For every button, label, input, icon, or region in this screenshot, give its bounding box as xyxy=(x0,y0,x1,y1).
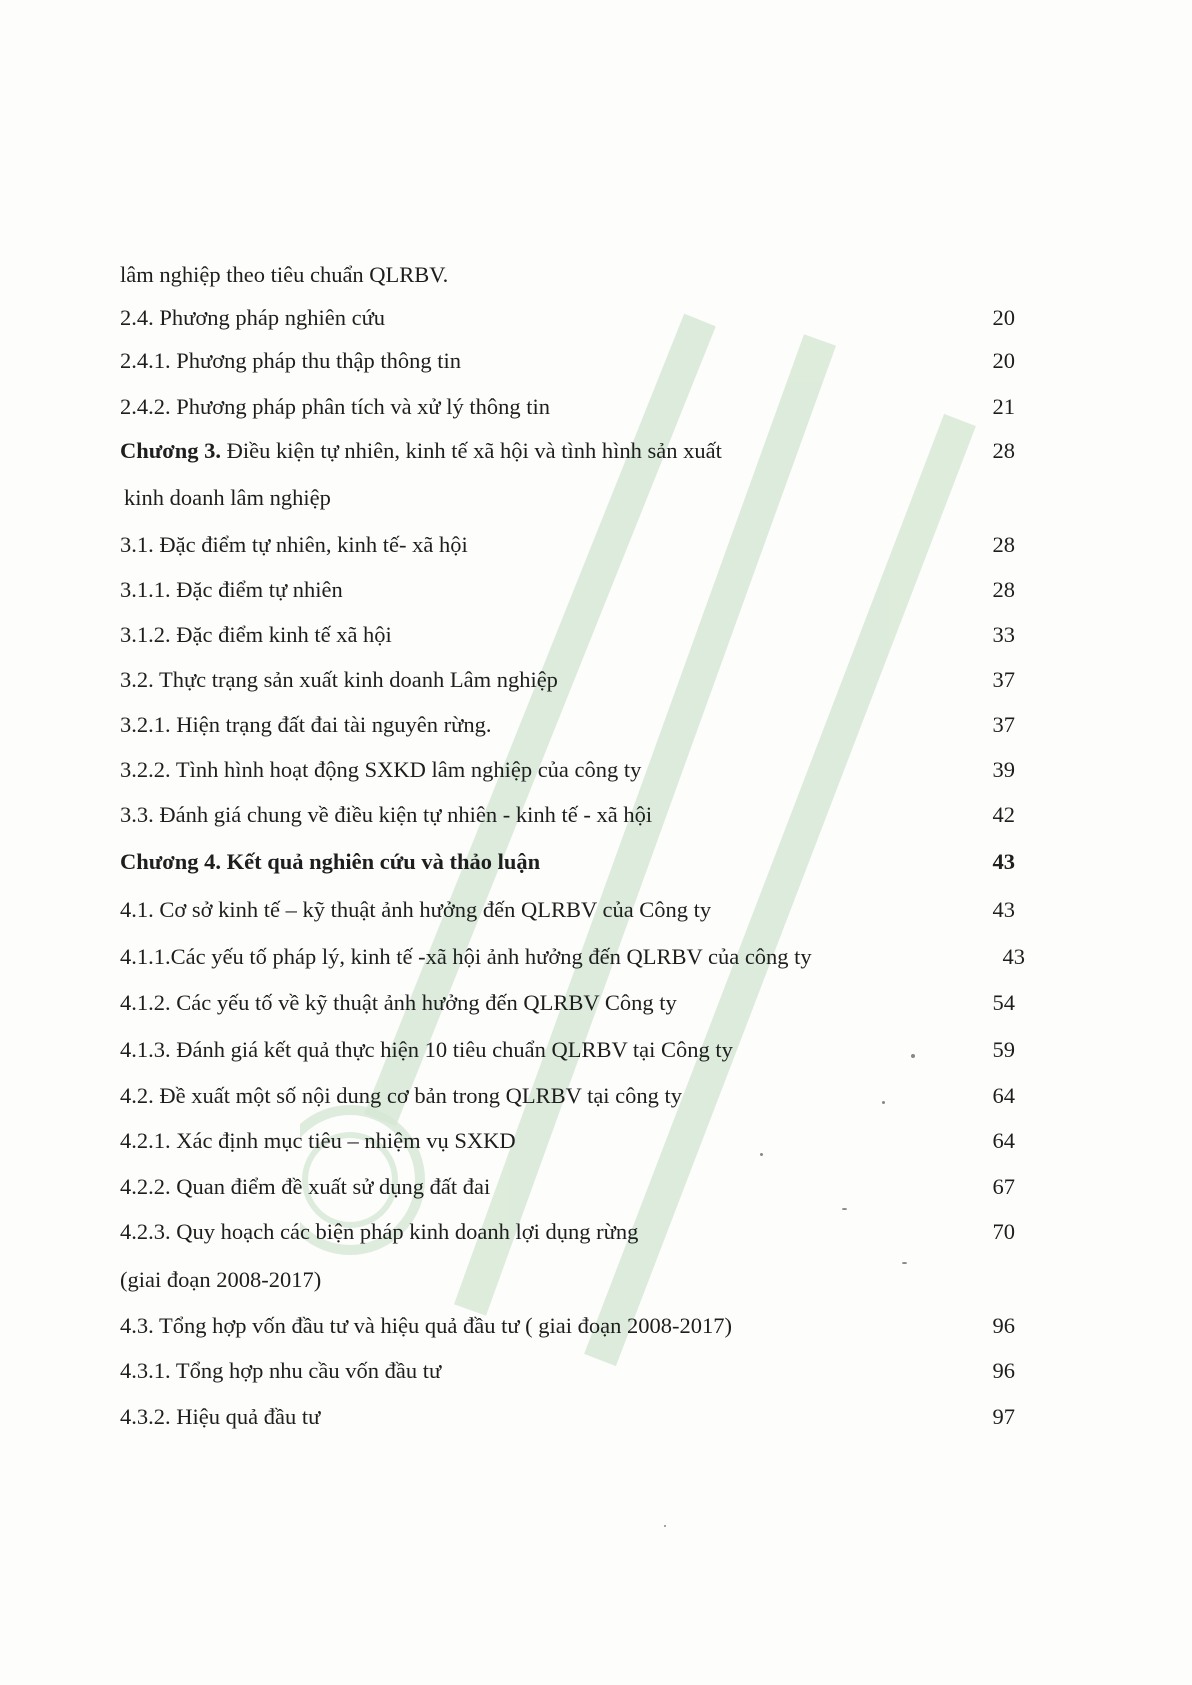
toc-entry-page: 28 xyxy=(992,532,1015,557)
scan-speck xyxy=(902,1262,907,1264)
toc-entry-title: 4.1. Cơ sở kinh tế – kỹ thuật ảnh hưởng đến QLRBV của Công ty xyxy=(120,897,712,922)
chapter-title: Điều kiện tự nhiên, kinh tế xã hội và tình hình sản xuất xyxy=(221,438,722,463)
scan-speck xyxy=(882,1101,885,1104)
toc-entry xyxy=(120,1167,1015,1207)
toc-entry-page: 96 xyxy=(992,1313,1015,1338)
toc-entry-title: 3.2.2. Tình hình hoạt động SXKD lâm nghiệp của công ty xyxy=(120,757,642,782)
toc-entry xyxy=(120,1076,1015,1116)
toc-entry-title: 2.4. Phương pháp nghiên cứu xyxy=(120,305,386,330)
toc-entry xyxy=(120,890,1015,930)
toc-entry-page: 28 xyxy=(992,577,1015,602)
toc-entry xyxy=(120,298,1015,338)
toc-entry-page: 43 xyxy=(992,849,1015,874)
toc-entry-title: Chương 4. Kết quả nghiên cứu và thảo luận xyxy=(120,849,541,874)
toc-entry-page: 37 xyxy=(992,667,1015,692)
toc-entry xyxy=(120,750,1015,790)
toc-entry-page: 96 xyxy=(992,1358,1015,1383)
toc-entry-title: 2.4.1. Phương pháp thu thập thông tin xyxy=(120,348,461,373)
toc-entry xyxy=(120,525,1015,565)
toc-entry-title: 4.2.1. Xác định mục tiêu – nhiệm vụ SXKD xyxy=(120,1128,516,1153)
toc-entry-title: 3.1.2. Đặc điểm kinh tế xã hội xyxy=(120,622,392,647)
toc-entry-title: 4.2.3. Quy hoạch các biện pháp kinh doanh lợi dụng rừng xyxy=(120,1219,639,1244)
toc-entry-title: 4.1.2. Các yếu tố về kỹ thuật ảnh hưởng đến QLRBV Công ty xyxy=(120,990,677,1015)
toc-entry xyxy=(120,795,1015,835)
toc-entry-page: 59 xyxy=(992,1037,1015,1062)
toc-entry-page: 54 xyxy=(992,990,1015,1015)
toc-entry xyxy=(120,387,1015,427)
toc-entry xyxy=(120,255,1015,295)
toc-entry-page: 64 xyxy=(992,1128,1015,1153)
toc-entry-page: 97 xyxy=(992,1404,1015,1429)
scan-speck xyxy=(760,1153,763,1156)
toc-entry-page: 43 xyxy=(992,897,1015,922)
toc-entry-title: 3.1.1. Đặc điểm tự nhiên xyxy=(120,577,343,602)
scan-speck xyxy=(911,1054,915,1058)
toc-entry xyxy=(120,1306,1015,1346)
toc-entry xyxy=(120,660,1015,700)
toc-entry-title: lâm nghiệp theo tiêu chuẩn QLRBV. xyxy=(120,262,449,287)
toc-entry xyxy=(120,705,1015,745)
toc-entry-page: 37 xyxy=(992,712,1015,737)
toc-entry-title xyxy=(120,431,722,471)
toc-entry-page: 67 xyxy=(992,1174,1015,1199)
toc-entry-page: 64 xyxy=(992,1083,1015,1108)
toc-entry-page: 20 xyxy=(992,305,1015,330)
toc-entry-title: 3.2.1. Hiện trạng đất đai tài nguyên rừng. xyxy=(120,712,492,737)
toc-entry xyxy=(120,570,1015,610)
toc-entry-title: 3.2. Thực trạng sản xuất kinh doanh Lâm nghiệp xyxy=(120,667,558,692)
toc-entry xyxy=(120,1397,1015,1437)
scan-speck xyxy=(664,1525,666,1527)
toc-entry-chapter xyxy=(120,431,1015,471)
toc-entry xyxy=(120,1121,1015,1161)
scan-speck xyxy=(842,1208,847,1210)
toc-entry xyxy=(120,615,1015,655)
toc-entry-page: 39 xyxy=(992,757,1015,782)
toc-entry-chapter xyxy=(120,842,1015,882)
toc-entry xyxy=(120,341,1015,381)
toc-entry-title: 4.3.2. Hiệu quả đầu tư xyxy=(120,1404,321,1429)
toc-entry-title: 3.1. Đặc điểm tự nhiên, kinh tế- xã hội xyxy=(120,532,468,557)
toc-entry-title: 4.3.1. Tổng hợp nhu cầu vốn đầu tư xyxy=(120,1358,442,1383)
toc-entry-title: 4.3. Tổng hợp vốn đầu tư và hiệu quả đầu tư ( giai đoạn 2008-2017) xyxy=(120,1313,733,1338)
toc-entry-page: 20 xyxy=(992,348,1015,373)
toc-entry-title: 3.3. Đánh giá chung về điều kiện tự nhiên - kinh tế - xã hội xyxy=(120,802,653,827)
toc-entry-page: 43 xyxy=(1002,944,1025,969)
toc-entry-page: 28 xyxy=(992,438,1015,463)
toc-entry-title: kinh doanh lâm nghiệp xyxy=(124,485,331,510)
toc-entry-title: 4.2. Đề xuất một số nội dung cơ bản trong QLRBV tại công ty xyxy=(120,1083,683,1108)
toc-entry-page: 42 xyxy=(992,802,1015,827)
toc-entry-title: (giai đoạn 2008-2017) xyxy=(120,1267,322,1292)
toc-entry xyxy=(120,937,1025,977)
toc-entry xyxy=(120,1212,1015,1252)
toc-entry-page: 21 xyxy=(992,394,1015,419)
toc-entry-page: 70 xyxy=(992,1219,1015,1244)
toc-entry-title: 4.1.3. Đánh giá kết quả thực hiện 10 tiêu chuẩn QLRBV tại Công ty xyxy=(120,1037,733,1062)
toc-entry-page: 33 xyxy=(992,622,1015,647)
toc-entry-title: 4.1.1.Các yếu tố pháp lý, kinh tế -xã hội ảnh hưởng đến QLRBV của công ty xyxy=(120,944,812,969)
toc-entry xyxy=(120,983,1015,1023)
toc-entry-title: 4.2.2. Quan điểm đề xuất sử dụng đất đai xyxy=(120,1174,491,1199)
toc-entry xyxy=(120,1260,1015,1300)
toc-entry xyxy=(124,478,1019,518)
toc-entry xyxy=(120,1030,1015,1070)
toc-entry-title: 2.4.2. Phương pháp phân tích và xử lý thông tin xyxy=(120,394,551,419)
chapter-label: Chương 3. xyxy=(120,438,221,463)
toc-entry xyxy=(120,1351,1015,1391)
